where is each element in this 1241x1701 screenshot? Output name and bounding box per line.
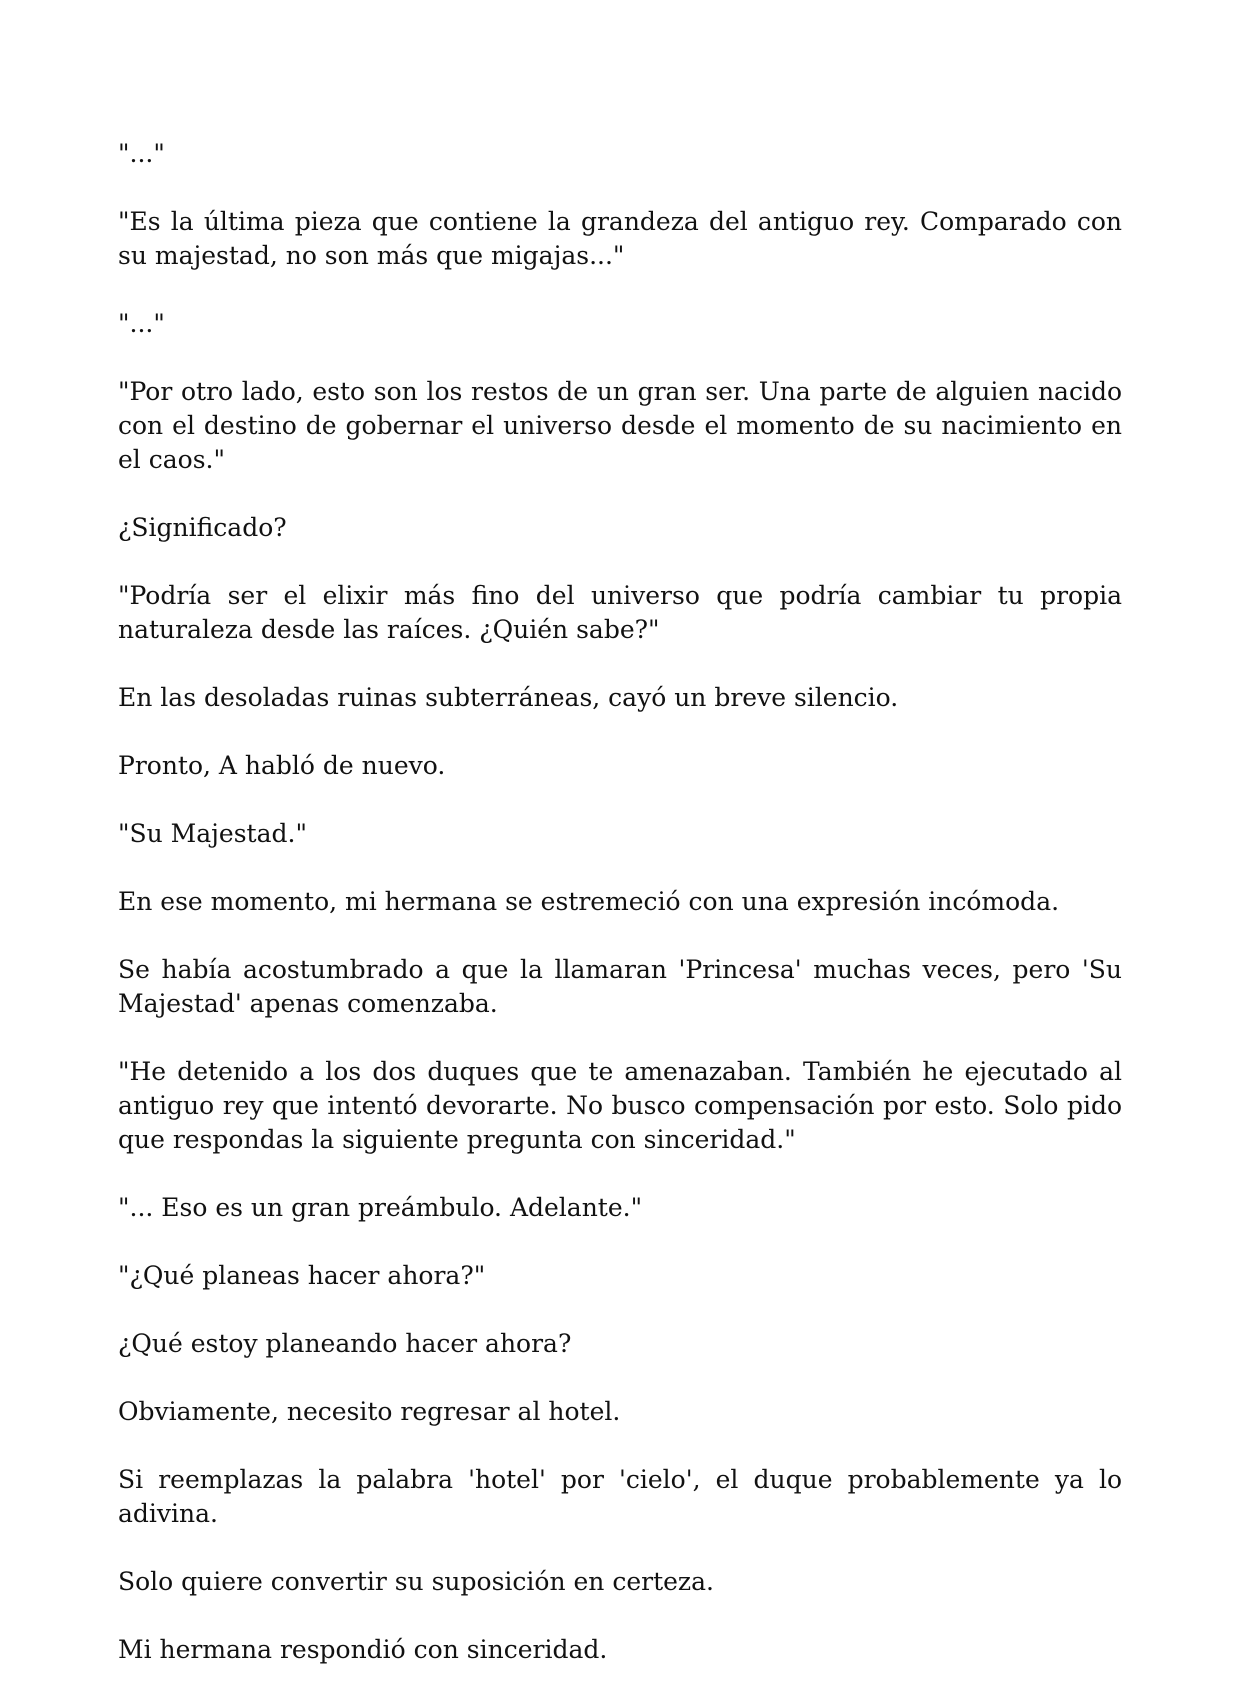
paragraph: "..." <box>118 309 165 338</box>
paragraph: Obviamente, necesito regresar al hotel. <box>118 1397 621 1426</box>
paragraph: "Su Majestad." <box>118 819 307 848</box>
paragraph: Pronto, A habló de nuevo. <box>118 751 446 780</box>
paragraph: Se había acostumbrado a que la llamaran 'Princesa' muchas veces, pero 'Su Majestad' apenas comenzaba. <box>118 955 1122 1018</box>
paragraph: ¿Significado? <box>118 513 287 542</box>
paragraph: "..." <box>118 139 165 168</box>
paragraph: Solo quiere convertir su suposición en certeza. <box>118 1567 714 1596</box>
paragraph: "Es la última pieza que contiene la grandeza del antiguo rey. Comparado con su majestad, no son más que migajas..." <box>118 207 1122 270</box>
paragraph: "... Eso es un gran preámbulo. Adelante." <box>118 1193 643 1222</box>
paragraph: En ese momento, mi hermana se estremeció con una expresión incómoda. <box>118 887 1060 916</box>
paragraph: En las desoladas ruinas subterráneas, cayó un breve silencio. <box>118 683 899 712</box>
paragraph: "Podría ser el elixir más fino del universo que podría cambiar tu propia naturaleza desde las raíces. ¿Quién sabe?" <box>118 581 1122 644</box>
paragraph: "¿Qué planeas hacer ahora?" <box>118 1261 486 1290</box>
paragraph: ¿Qué estoy planeando hacer ahora? <box>118 1329 572 1358</box>
paragraph: Mi hermana respondió con sinceridad. <box>118 1635 608 1664</box>
body-text <box>118 137 1122 1701</box>
paragraph: "Por otro lado, esto son los restos de un gran ser. Una parte de alguien nacido con el destino de gobernar el universo desde el momento de su nacimiento en el caos." <box>118 377 1122 474</box>
paragraph: "He detenido a los dos duques que te amenazaban. También he ejecutado al antiguo rey que intentó devorarte. No busco compensación por esto. Solo pido que respondas la siguiente pregunta con sinceridad." <box>118 1057 1122 1154</box>
paragraph: Si reemplazas la palabra 'hotel' por 'cielo', el duque probablemente ya lo adivina. <box>118 1465 1122 1528</box>
